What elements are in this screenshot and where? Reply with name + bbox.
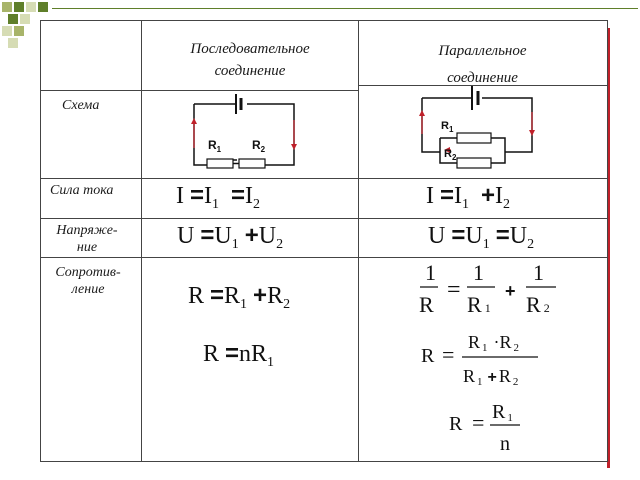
- equals-sign: =: [440, 182, 455, 209]
- fraction-denominator-r1: [467, 292, 491, 317]
- subscript: 1: [231, 237, 239, 252]
- dot-sign: ·: [493, 332, 500, 352]
- equals-sign: =: [451, 222, 466, 249]
- equals-sign: =: [472, 410, 485, 435]
- plus-sign: +: [253, 282, 268, 309]
- header-series-line2: соединение: [214, 63, 286, 79]
- parallel-r2-letter: R: [444, 148, 452, 160]
- subscript: 1: [482, 237, 490, 252]
- subscript: 1: [462, 197, 470, 212]
- header-series-line1: Последовательное: [190, 41, 310, 57]
- fraction-numerator: 1: [533, 260, 544, 285]
- fraction-numerator: 1: [425, 260, 436, 285]
- fraction-numerator: 1: [473, 260, 484, 285]
- subscript: 1: [484, 301, 491, 315]
- symbol-i: I: [204, 183, 213, 209]
- plus-sign: +: [481, 182, 496, 209]
- series-r1-subscript: 1: [216, 145, 222, 154]
- row-label-voltage-line2: ние: [76, 240, 98, 255]
- plus-sign: +: [505, 281, 516, 301]
- subscript: 2: [512, 376, 519, 388]
- subscript: 1: [212, 197, 220, 212]
- subscript: 2: [513, 342, 520, 354]
- identical-numerator: [492, 401, 513, 424]
- equals-sign: =: [225, 340, 240, 367]
- row-label-current: Сила тока: [50, 183, 114, 198]
- plus-sign: +: [487, 369, 497, 386]
- equals-sign: =: [200, 222, 215, 249]
- row-label-resistance-line2: ление: [71, 282, 105, 297]
- symbol-i: I: [454, 183, 463, 209]
- fraction-denominator: R: [419, 292, 434, 317]
- subscript: 2: [283, 297, 291, 312]
- symbol-u: U: [509, 223, 528, 249]
- symbol-nr: nR: [239, 341, 268, 367]
- parallel-r1-subscript: 1: [448, 125, 454, 134]
- symbol-r: R: [468, 332, 481, 352]
- subscript: 2: [253, 197, 261, 212]
- subscript: 2: [503, 197, 511, 212]
- symbol-i: I: [426, 183, 434, 209]
- symbol-u: U: [214, 223, 232, 249]
- equals-sign: =: [190, 182, 205, 209]
- symbol-r: R: [188, 283, 205, 309]
- subscript: 1: [267, 355, 275, 370]
- subscript: 2: [543, 301, 550, 315]
- symbol-r: R: [499, 332, 512, 352]
- fraction-denominator-r2: [526, 292, 550, 317]
- equals-sign: =: [231, 182, 246, 209]
- symbol-i: I: [176, 183, 184, 209]
- subscript: 2: [527, 237, 535, 252]
- symbol-r: R: [449, 413, 463, 435]
- symbol-r: R: [492, 401, 506, 423]
- series-r2-letter: R: [252, 138, 261, 152]
- product-numerator: [468, 332, 519, 354]
- symbol-i: I: [495, 183, 504, 209]
- subscript: 1: [482, 342, 488, 354]
- row-label-resistance-line1: Сопротив-: [55, 265, 121, 280]
- equals-sign: =: [447, 277, 461, 303]
- symbol-r: R: [267, 283, 284, 309]
- symbol-r: R: [526, 292, 541, 317]
- sum-denominator: [463, 366, 518, 388]
- symbol-r: R: [421, 345, 435, 367]
- parallel-r2-subscript: 2: [451, 153, 457, 162]
- row-label-scheme: Схема: [62, 98, 100, 113]
- subscript: 2: [276, 237, 284, 252]
- header-parallel-line1: Параллельное: [438, 43, 527, 59]
- symbol-r: R: [498, 366, 511, 386]
- plus-sign: +: [244, 222, 259, 249]
- series-r2-subscript: 2: [260, 145, 266, 154]
- symbol-i: I: [245, 183, 254, 209]
- subscript: 1: [507, 412, 513, 424]
- equals-sign: =: [495, 222, 510, 249]
- row-label-voltage-line1: Напряже-: [56, 223, 118, 238]
- symbol-r: R: [463, 366, 476, 386]
- symbol-r: R: [203, 341, 220, 367]
- symbol-u: U: [177, 223, 195, 249]
- equals-sign: =: [442, 342, 455, 367]
- series-r1-letter: R: [208, 138, 217, 152]
- symbol-r: R: [224, 283, 241, 309]
- symbol-u: U: [428, 223, 446, 249]
- symbol-u: U: [465, 223, 483, 249]
- subscript: 1: [477, 376, 483, 388]
- equals-sign: =: [210, 282, 225, 309]
- symbol-u: U: [258, 223, 277, 249]
- subscript: 1: [240, 297, 248, 312]
- symbol-r: R: [467, 292, 482, 317]
- header-parallel-line2: соединение: [447, 70, 518, 86]
- parallel-r1-letter: R: [441, 120, 449, 132]
- identical-denominator: n: [500, 433, 510, 455]
